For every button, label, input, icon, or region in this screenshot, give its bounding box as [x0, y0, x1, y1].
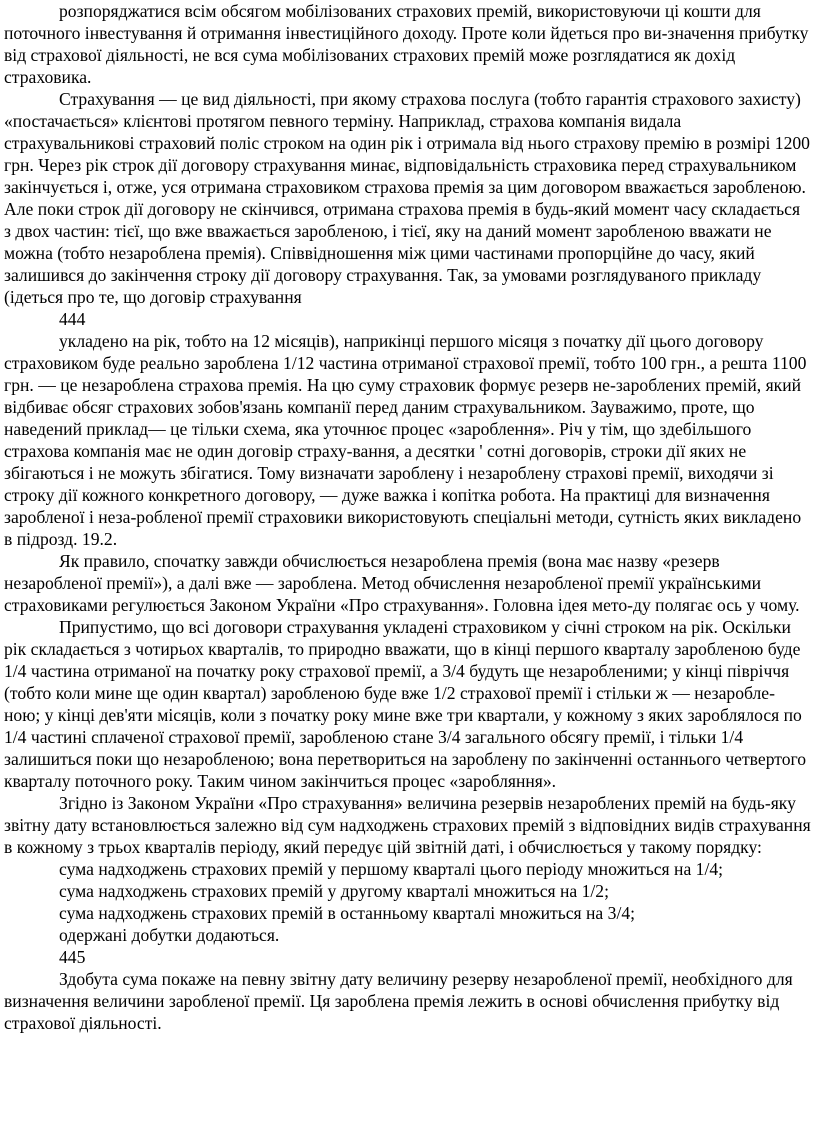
list-item-3: сума надходжень страхових премій в останньому кварталі множиться на 3/4; — [59, 903, 636, 923]
paragraph-2: Страхування — це вид діяльності, при якому страхова послуга (тобто гарантія страхового захисту) «постачається» клієнтові протягом певного терміну. Наприклад, страхова компанія видала страхувальникові страховий поліс строком на один рік і отримала від нього страхову премію в розмірі 1200 грн. Через рік строк дії договору страхування минає, відповідальність страховика перед страхувальником закінчується і, отже, уся отримана страховиком страхова премія за цим договором вважається заробленою. Але поки строк дії договору не скінчився, отримана страхова премія в будь-який момент часу складається з двох частин: тієї, що вже вважається заробленою, і тієї, яку на даний момент заробленою вважати не можна (тобто незароблена премія). Співвідношення між цими частинами пропорційне до часу, який залишився до закінчення строку дії договору страхування. Так, за умовами розглядуваного прикладу (ідеться про те, що договір страхування — [4, 89, 810, 307]
page-number-444: 444 — [59, 309, 86, 329]
paragraph-4: Як правило, спочатку завжди обчислюється незароблена премія (вона має назву «резерв незаробленої премії»), а далі вже — зароблена. Метод обчислення незаробленої премії українськими страховиками регулюється Законом України «Про страхування». Головна ідея мето-ду полягає ось у чому. — [4, 551, 800, 615]
paragraph-6: Згідно із Законом України «Про страхування» величина резервів незароблених премій на будь-яку звітну дату встановлюється залежно від сум надходжень страхових премій з відповідних видів страхування в кожному з трьох кварталів періоду, який передує цій звітній даті, і обчислюється у такому порядку: — [4, 793, 811, 857]
list-item-1: сума надходжень страхових премій у першому кварталі цього періоду множиться на 1/4; — [59, 859, 724, 879]
paragraph-5: Припустимо, що всі договори страхування укладені страховиком у січні строком на рік. Оскільки рік складається з чотирьох кварталів, то природно вважати, що в кінці першого кварталу заробленою буде 1/4 частина отриманої на початку року страхової премії, а 3/4 будуть ще незаробленими; у кінці півріччя (тобто коли мине ще один квартал) заробленою буде вже 1/2 страхової премії і стільки ж — незароблe-ною; у кінці дев'яти місяців, коли з початку року мине вже три квартали, у кожному з яких зароблялося по 1/4 частині сплаченої страхової премії, заробленою стане 3/4 загального обсягу премії, і тільки 1/4 залишиться поки що незаробленою; вона перетвориться на зароблену по закінченні останнього четвертого кварталу поточного року. Таким чином закінчиться процес «заробляння». — [4, 617, 807, 791]
paragraph-7: Здобута сума покаже на певну звітну дату величину резерву незаробленої премії, необхідного для визначення величини заробленої премії. Ця зароблена премія лежить в основі обчислення прибутку від страхової діяльності. — [4, 969, 793, 1033]
page-number-445: 445 — [59, 947, 86, 967]
paragraph-1: розпоряджатися всім обсягом мобілізованих страхових премій, використовуючи ці кошти для поточного інвестування й отримання інвестиційного доходу. Проте коли йдеться про ви-значення прибутку від страхової діяльності, не вся сума мобілізованих страхових премій може розглядатися як дохід страховика. — [4, 1, 809, 87]
list-item-4: одержані добутки додаються. — [59, 925, 280, 945]
paragraph-3: укладено на рік, тобто на 12 місяців), наприкінці першого місяця з початку дії цього договору страховиком буде реально зароблена 1/12 частина отриманої страхової премії, тобто 100 грн., а решта 1100 грн. — це незароблена страхова премія. На цю суму страховик формує резерв не-зароблених премій, який відбиває обсяг страхових зобов'язань компанії перед даним страхувальником. Зауважимо, проте, що наведений приклад— це тільки схема, яка уточнює процес «зароблення». Річ у тім, що здебільшого страхова компанія має не один договір страху-вання, а десятки ' сотні договорів, строки дії яких не збігаються і не можуть збігатися. Тому визначати зароблену і незароблену страхові премії, виходячи зі строку дії кожного конкретного договору, — дуже важка і копітка робота. На практиці для визначення заробленої і неза-робленої премії страховики використовують спеціальні методи, сутність яких викладено в підрозд. 19.2. — [4, 331, 807, 549]
list-item-2: сума надходжень страхових премій у другому кварталі множиться на 1/2; — [59, 881, 609, 901]
